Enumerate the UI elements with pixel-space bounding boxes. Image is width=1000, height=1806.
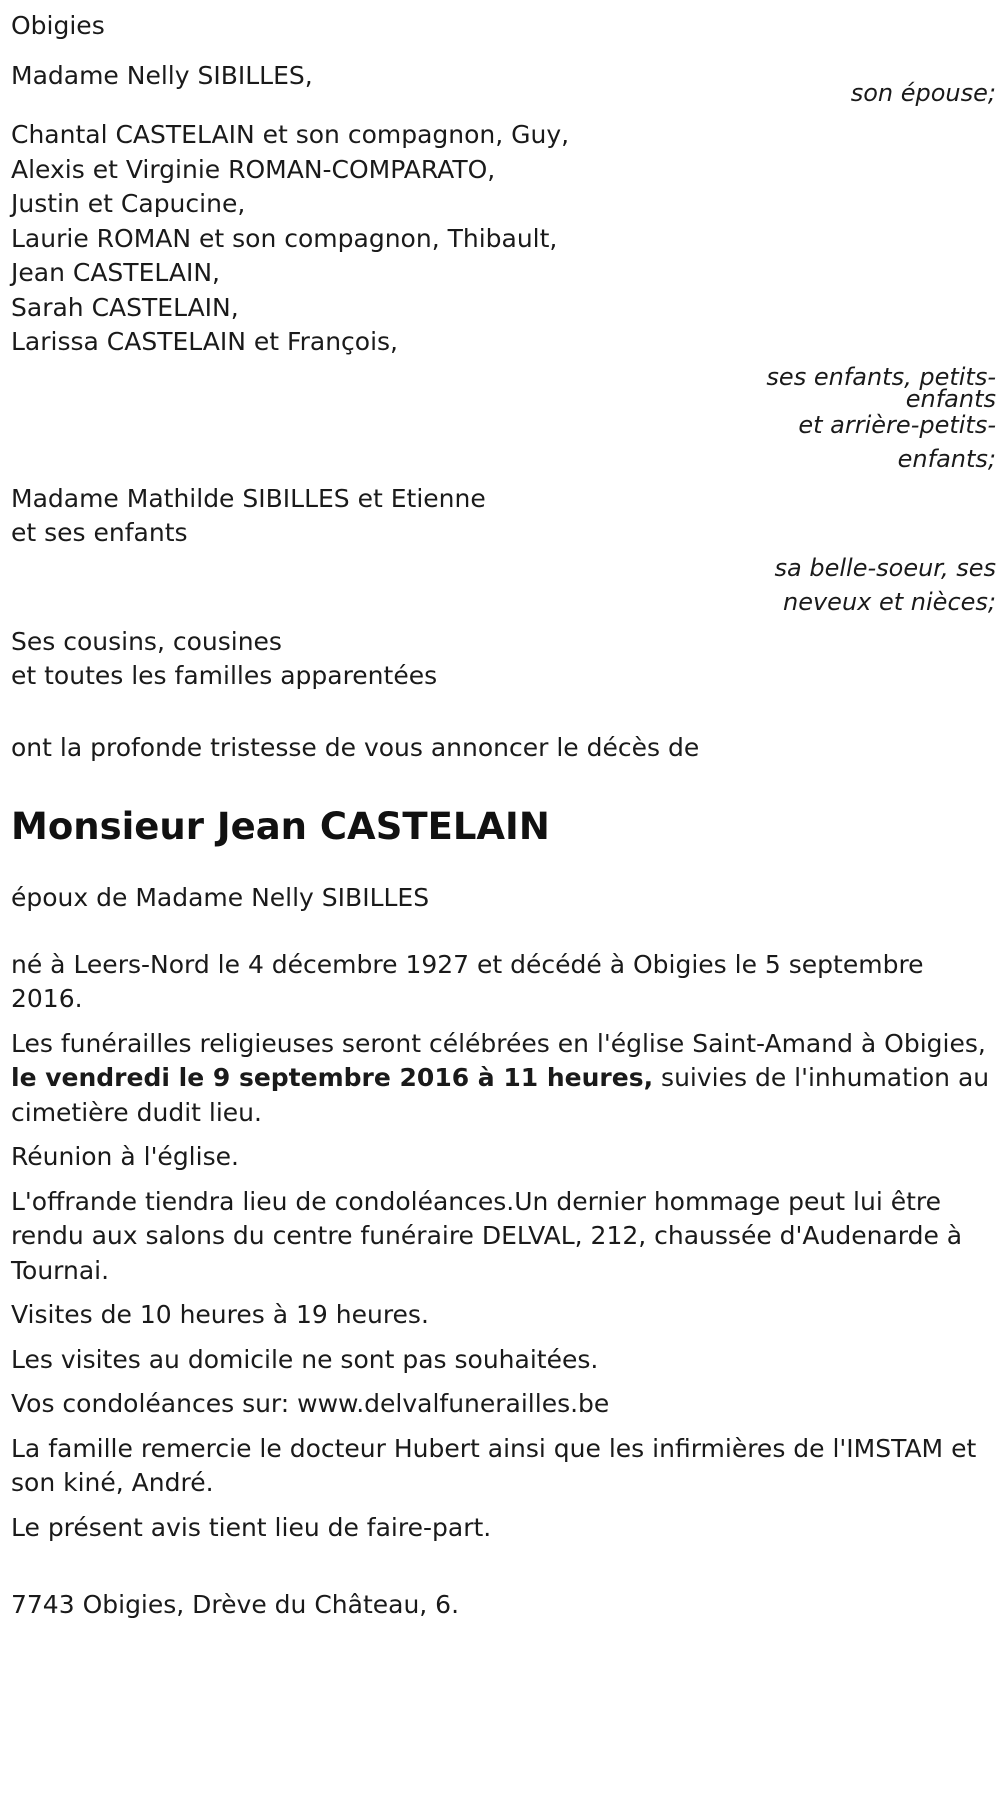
sister-in-law-name: Madame Mathilde SIBILLES et Etienne xyxy=(11,483,486,513)
notice-note: Le présent avis tient lieu de faire-part. xyxy=(11,1512,492,1542)
funeral-text-end: suivies de l'inhumation au cimetière dudit lieu. xyxy=(11,1063,990,1127)
child-entry: Laurie ROMAN et son compagnon, Thibault, xyxy=(11,223,558,253)
thanks-note: La famille remercie le docteur Hubert ainsi que les infirmières de l'IMSTAM et son kiné, André. xyxy=(11,1433,977,1497)
child-entry: Jean CASTELAIN, xyxy=(11,258,220,287)
children-list xyxy=(11,118,996,360)
child-entry: Chantal CASTELAIN et son compagnon, Guy, xyxy=(11,120,570,149)
funeral-text: Les funérailles religieuses seront célébrées en l'église Saint-Amand à Obigies, xyxy=(11,1028,986,1058)
funeral-details xyxy=(11,1027,991,1131)
visiting-hours: Visites de 10 heures à 19 heures. xyxy=(11,1300,429,1329)
announcement-text: ont la profonde tristesse de vous annoncer le décès de xyxy=(11,732,700,762)
child-entry: Sarah CASTELAIN, xyxy=(11,292,239,322)
child-entry: Justin et Capucine, xyxy=(11,189,246,218)
relation-line: enfants xyxy=(905,384,996,413)
funeral-date: le vendredi le 9 septembre 2016 à 11 heures, xyxy=(11,1063,654,1092)
sister-in-law-relation: sa belle-soeur, ses xyxy=(774,553,996,582)
spouse-of: époux de Madame Nelly SIBILLES xyxy=(11,882,430,912)
sister-in-law-relation: neveux et nièces; xyxy=(783,587,996,616)
relation-line: et arrière-petits- xyxy=(798,410,996,439)
home-visits-note: Les visites au domicile ne sont pas souhaitées. xyxy=(11,1344,599,1374)
children-relation xyxy=(11,360,996,478)
relation-line: ses enfants, petits- xyxy=(766,362,996,391)
birth-death-dates: né à Leers-Nord le 4 décembre 1927 et décédé à Obigies le 5 septembre 2016. xyxy=(11,949,924,1013)
address: 7743 Obigies, Drève du Château, 6. xyxy=(11,1590,460,1619)
sister-in-law-children: et ses enfants xyxy=(11,518,188,547)
meeting-info: Réunion à l'église. xyxy=(11,1142,239,1171)
child-entry: Larissa CASTELAIN et François, xyxy=(11,327,398,356)
location-heading: Obigies xyxy=(11,11,105,40)
cousins-line: et toutes les familles apparentées xyxy=(11,661,438,690)
offering-info: L'offrande tiendra lieu de condoléances.Un dernier hommage peut lui être rendu aux salons du centre funéraire DELVAL, 212, chaussée d'Audenarde à Tournai. xyxy=(11,1186,963,1285)
obituary-notice xyxy=(11,6,996,1625)
child-entry: Alexis et Virginie ROMAN-COMPARATO, xyxy=(11,154,496,184)
cousins-line: Ses cousins, cousines xyxy=(11,626,282,656)
relation-line: enfants; xyxy=(897,444,996,473)
spouse-name: Madame Nelly SIBILLES, xyxy=(11,61,313,90)
condolences-link: Vos condoléances sur: www.delvalfunerailles.be xyxy=(11,1389,610,1418)
deceased-name: Monsieur Jean CASTELAIN xyxy=(11,804,550,848)
spouse-relation: son épouse; xyxy=(850,79,996,107)
